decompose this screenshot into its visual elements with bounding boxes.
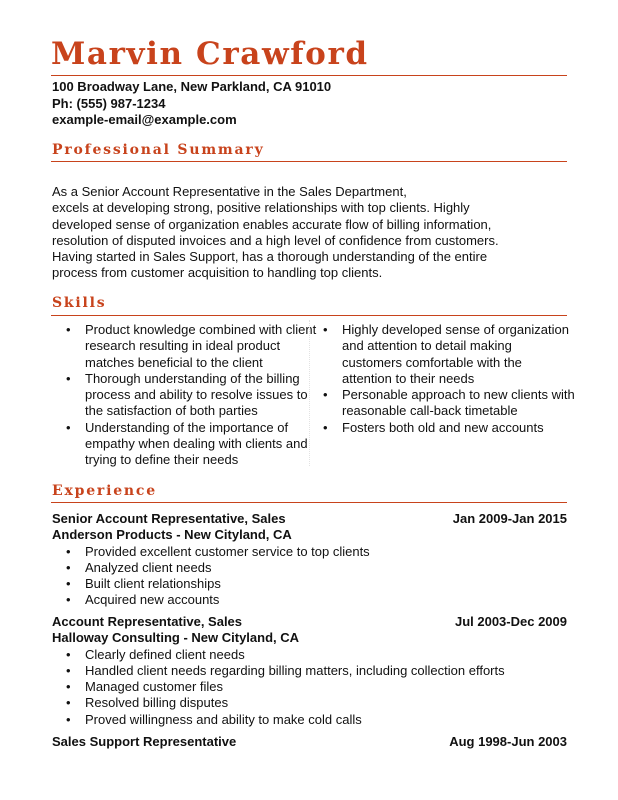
job-title: Sales Support Representative [52,734,237,749]
job-dates: Jul 2003-Dec 2009 [454,614,567,629]
duty-item: • Proved willingness and ability to make cold calls [66,712,567,728]
skills-column-divider [309,320,310,466]
candidate-name: Marvin Crawford [51,36,369,72]
job-company: Anderson Products - New Cityland, CA [52,527,292,543]
job-header [52,511,567,527]
skill-line: trying to define their needs [85,452,239,468]
skill-line: research resulting in ideal product [85,338,281,354]
duty-item: • Analyzed client needs [66,560,567,576]
job-header [52,614,567,630]
duty-item: • Clearly defined client needs [66,647,567,663]
skill-line: • Product knowledge combined with client [85,322,317,337]
skill-line: matches beneficial to the client [85,354,263,370]
skill-line: attention to their needs [342,370,475,386]
skill-line: process and ability to resolve issues to [85,387,308,403]
skill-line: • Understanding of the importance of [85,419,289,435]
summary-line: process from customer acquisition to handling top clients. [52,265,383,281]
skills-list-left [66,322,316,469]
skill-line: • Highly developed sense of organization [342,322,569,337]
duty-item: • Built client relationships [66,576,567,592]
job-dates: Aug 1998-Jun 2003 [449,734,567,749]
skill-line: the satisfaction of both parties [85,403,258,419]
summary-line: resolution of disputed invoices and a high level of confidence from customers. [52,232,499,248]
skills-heading: Skills [52,295,107,311]
skill-item [66,420,316,469]
skill-item [323,322,583,387]
summary-line: As a Senior Account Representative in the Sales Department, [52,184,407,199]
header-divider [51,75,567,76]
summary-heading: Professional Summary [52,142,265,158]
job-entry [52,511,567,609]
contact-info [52,79,331,129]
skill-item [66,371,316,420]
skill-line: • Fosters both old and new accounts [342,419,544,435]
job-company: Halloway Consulting - New Cityland, CA [52,630,300,646]
skill-line: customers comfortable with the [342,354,522,370]
phone-text: Ph: (555) 987-1234 [52,95,166,111]
job-entry [52,614,567,728]
email-text: example-email@example.com [52,112,237,127]
duty-item: • Resolved billing disputes [66,695,567,711]
skills-divider [51,315,567,316]
summary-line: excels at developing strong, positive relationships with top clients. Highly [52,200,470,216]
summary-line: Having started in Sales Support, has a thorough understanding of the entire [52,249,488,265]
summary-line: developed sense of organization enables accurate flow of billing information, [52,216,492,232]
skill-item [323,387,583,420]
address-text: 100 Broadway Lane, New Parkland, CA 91010 [52,79,332,94]
job-dates: Jan 2009-Jan 2015 [452,511,567,526]
job-entry [52,734,567,750]
experience-heading: Experience [52,483,157,499]
skills-list-right [323,322,583,436]
skill-line: • Personable approach to new clients with [342,387,575,403]
summary-divider [51,161,567,162]
skill-line: • Thorough understanding of the billing [85,370,300,386]
duty-item: • Acquired new accounts [66,592,567,608]
job-title: Account Representative, Sales [52,614,243,629]
job-header [52,734,567,750]
job-duties [66,647,567,728]
duty-item: • Managed customer files [66,679,567,695]
job-duties [66,544,567,609]
summary-text [52,184,572,282]
skill-line: empathy when dealing with clients and [85,436,308,452]
skill-item [323,420,583,436]
duty-item: • Provided excellent customer service to top clients [66,544,567,560]
job-title: Senior Account Representative, Sales [52,511,286,526]
duty-item: • Handled client needs regarding billing matters, including collection efforts [66,663,567,679]
skill-line: reasonable call-back timetable [342,403,518,419]
experience-divider [51,502,567,503]
skill-item [66,322,316,371]
skill-line: and attention to detail making [342,338,512,354]
